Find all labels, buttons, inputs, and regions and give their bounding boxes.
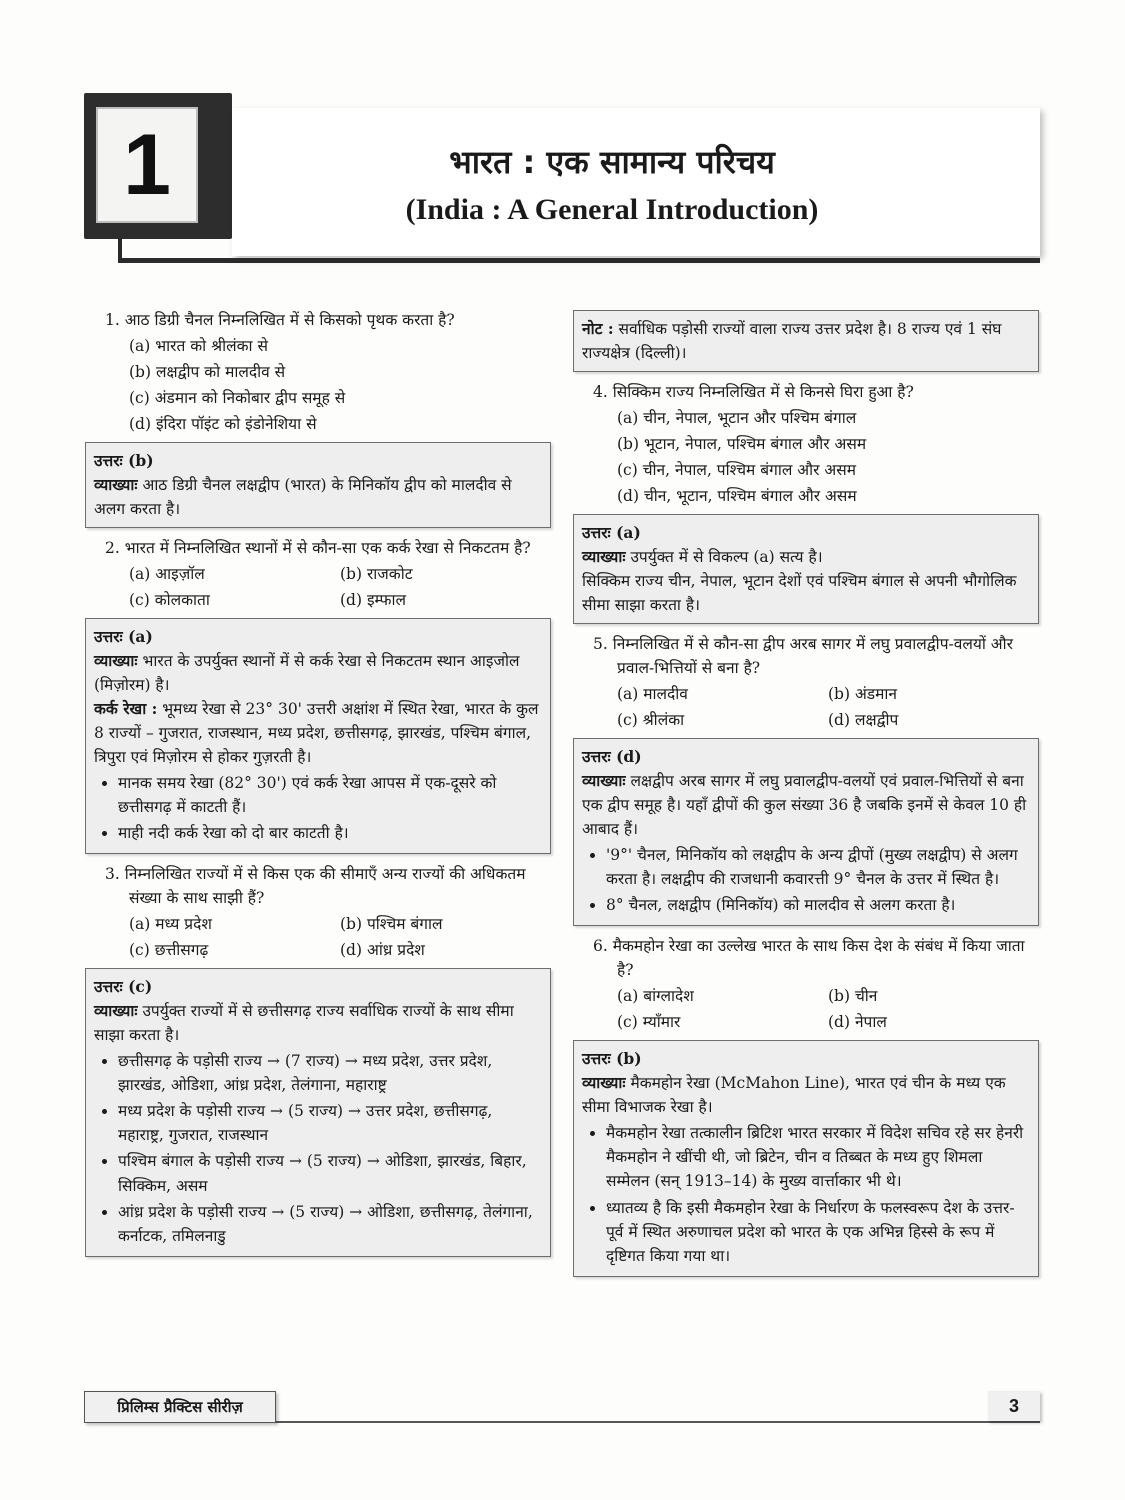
question-text: 1. आठ डिग्री चैनल निम्नलिखित में से किसको पृथक करता है? — [105, 311, 455, 329]
tropic-note — [94, 697, 542, 769]
explanation-text: आठ डिग्री चैनल लक्षद्वीप (भारत) के मिनिकॉय द्वीप को मालदीव से अलग करता है। — [94, 476, 512, 519]
list-item: • माही नदी कर्क रेखा को दो बार काटती है। — [118, 821, 542, 845]
explanation-text: भारत के उपर्युक्त स्थानों में से कर्क रेखा से निकटतम स्थान आइजोल (मिज़ोरम) है। — [94, 652, 520, 695]
explanation-label: व्याख्याः — [94, 651, 138, 671]
title-rule — [118, 258, 1040, 263]
option-b: (b) लक्षद्वीप को मालदीव से — [129, 363, 286, 382]
left-column — [85, 308, 551, 1265]
options-grid — [573, 682, 1039, 732]
options-grid — [573, 984, 1039, 1034]
explanation — [582, 545, 1030, 569]
option-c: (c) छत्तीसगढ़ — [129, 941, 209, 960]
option-c: (c) श्रीलंका — [617, 711, 685, 730]
option-d: (d) चीन, भूटान, पश्चिम बंगाल और असम — [617, 487, 857, 506]
option-b: (b) पश्चिम बंगाल — [340, 915, 443, 934]
tropic-note-text: भूमध्य रेखा से 23° 30' उत्तरी अक्षांश में स्थित रेखा, भारत के कुल 8 राज्यों – गुजरात, राजस्थान, मध्य प्रदेश, छत्तीसगढ़, झारखंड, पश्चिम बंगाल, त्रिपुरा एवं मिज़ोरम से होकर गुज़रती है। — [94, 700, 539, 767]
option-c: (c) चीन, नेपाल, पश्चिम बंगाल और असम — [617, 461, 856, 480]
list-item: • 8° चैनल, लक्षद्वीप (मिनिकॉय) को मालदीव से अलग करता है। — [606, 893, 1030, 917]
question-4 — [573, 380, 1039, 508]
explanation — [94, 999, 542, 1047]
note-label: नोट : — [582, 319, 614, 338]
answer-box-6 — [573, 1040, 1039, 1276]
options-grid — [85, 912, 551, 962]
option-a: (a) बांग्लादेश — [617, 987, 694, 1006]
option-a: (a) चीन, नेपाल, भूटान और पश्चिम बंगाल — [617, 409, 857, 428]
list-item: • मानक समय रेखा (82° 30') एवं कर्क रेखा आपस में एक-दूसरे को छत्तीसगढ़ में काटती हैं। — [118, 771, 542, 819]
answer-label: उत्तरः (d) — [582, 747, 642, 767]
tropic-note-label: कर्क रेखा : — [94, 699, 158, 719]
answer-label: उत्तरः (b) — [94, 451, 154, 471]
question-3 — [85, 862, 551, 962]
option-b: (b) चीन — [828, 987, 878, 1006]
question-text: 6. मैकमहोन रेखा का उल्लेख भारत के साथ किस देश के संबंध में किया जाता है? — [593, 937, 1025, 980]
option-b: (b) भूटान, नेपाल, पश्चिम बंगाल और असम — [617, 435, 867, 454]
option-d: (d) आंध्र प्रदेश — [340, 941, 425, 960]
option-a: (a) आइज़ॉल — [129, 565, 205, 584]
option-d: (d) नेपाल — [828, 1013, 887, 1032]
explanation-label: व्याख्याः — [94, 475, 138, 495]
list-item: • आंध्र प्रदेश के पड़ोसी राज्य → (5 राज्य) → ओडिशा, छत्तीसगढ़, तेलंगाना, कर्नाटक, तमिलनाडु — [118, 1200, 542, 1248]
option-a: (a) भारत को श्रीलंका से — [129, 337, 268, 356]
question-text: 3. निम्नलिखित राज्यों में से किस एक की सीमाएँ अन्य राज्यों की अधिकतम संख्या के साथ साझी हैं? — [105, 865, 526, 908]
question-1 — [85, 308, 551, 436]
explanation-label: व्याख्याः — [582, 771, 626, 791]
series-name: प्रिलिम्स प्रैक्टिस सीरीज़ — [84, 1391, 276, 1423]
explanation-extra: सिक्किम राज्य चीन, नेपाल, भूटान देशों एवं पश्चिम बंगाल से अपनी भौगोलिक सीमा साझा करता है। — [582, 572, 1017, 615]
explanation — [94, 473, 542, 521]
option-d: (d) लक्षद्वीप — [828, 711, 899, 730]
list-item: • मैकमहोन रेखा तत्कालीन ब्रिटिश भारत सरकार में विदेश सचिव रहे सर हेनरी मैकमहोन ने खींची थी, जो ब्रिटेन, चीन व तिब्बत के मध्य हुए शिमला सम्मेलन (सन् 1913–14) के मुख्य वार्त्ताकार भी थे। — [606, 1121, 1030, 1193]
option-b: (b) राजकोट — [340, 565, 413, 584]
option-a: (a) मालदीव — [617, 685, 688, 704]
question-2 — [85, 536, 551, 612]
bullet-list — [582, 1121, 1030, 1267]
explanation-label: व्याख्याः — [582, 547, 626, 567]
option-c: (c) म्याँमार — [617, 1013, 681, 1032]
question-5 — [573, 632, 1039, 732]
bullet-list — [582, 843, 1030, 917]
explanation-text: मैकमहोन रेखा (McMahon Line), भारत एवं चीन के मध्य एक सीमा विभाजक रेखा है। — [582, 1074, 1006, 1117]
answer-label: उत्तरः (b) — [582, 1049, 642, 1069]
list-item: • '9°' चैनल, मिनिकॉय को लक्षद्वीप के अन्य द्वीपों (मुख्य लक्षद्वीप) से अलग करता है। लक्षद्वीप की राजधानी कवारत्ती 9° चैनल के उत्तर में स्थित है। — [606, 843, 1030, 891]
right-column — [573, 308, 1039, 1285]
answer-label: उत्तरः (c) — [94, 977, 153, 997]
page-number: 3 — [988, 1391, 1040, 1421]
option-d: (d) इंदिरा पॉइंट को इंडोनेशिया से — [129, 415, 317, 434]
question-text: 5. निम्नलिखित में से कौन-सा द्वीप अरब सागर में लघु प्रवालद्वीप-वलयों और प्रवाल-भित्तियों से बना है? — [593, 635, 1013, 678]
note — [582, 317, 1030, 365]
explanation — [94, 649, 542, 697]
bullet-list — [94, 771, 542, 845]
answer-box-4 — [573, 514, 1039, 624]
list-item: • छत्तीसगढ़ के पड़ोसी राज्य → (7 राज्य) → मध्य प्रदेश, उत्तर प्रदेश, झारखंड, ओडिशा, आंध्र प्रदेश, तेलंगाना, महाराष्ट्र — [118, 1049, 542, 1097]
explanation-text: लक्षद्वीप अरब सागर में लघु प्रवालद्वीप-वलयों एवं प्रवाल-भित्तियों से बना एक द्वीप समूह है। यहाँ द्वीपों की कुल संख्या 36 है जबकि इनमें से केवल 10 ही आबाद हैं। — [582, 772, 1027, 839]
question-text: 4. सिक्किम राज्य निम्नलिखित में से किनसे घिरा हुआ है? — [593, 383, 914, 402]
list-item: • मध्य प्रदेश के पड़ोसी राज्य → (5 राज्य) → उत्तर प्रदेश, छत्तीसगढ़, महाराष्ट्र, गुजरात, राजस्थान — [118, 1099, 542, 1147]
chapter-number-box — [84, 93, 232, 239]
answer-box-1 — [85, 442, 551, 528]
answer-box-3 — [85, 968, 551, 1256]
answer-label: उत्तरः (a) — [94, 627, 153, 647]
explanation — [582, 1071, 1030, 1119]
option-a: (a) मध्य प्रदेश — [129, 915, 212, 934]
option-c: (c) अंडमान को निकोबार द्वीप समूह से — [129, 389, 346, 408]
list-item: • ध्यातव्य है कि इसी मैकमहोन रेखा के निर्धारण के फलस्वरूप देश के उत्तर-पूर्व में स्थित अरुणाचल प्रदेश को भारत के एक अभिन्न हिस्से के रूप में दृष्टिगत किया गया था। — [606, 1196, 1030, 1268]
options-grid — [85, 562, 551, 612]
note-box — [573, 310, 1039, 372]
explanation-text: उपर्युक्त राज्यों में से छत्तीसगढ़ राज्य सर्वाधिक राज्यों के साथ सीमा साझा करता है। — [94, 1002, 514, 1045]
bullet-list — [94, 1049, 542, 1247]
chapter-title-english: (India : A General Introduction) — [405, 193, 819, 226]
explanation-text: उपर्युक्त में से विकल्प (a) सत्य है। — [625, 548, 823, 567]
explanation — [582, 769, 1030, 841]
note-text: सर्वाधिक पड़ोसी राज्यों वाला राज्य उत्तर प्रदेश है। 8 राज्य एवं 1 संघ राज्यक्षेत्र (दिल्ली)। — [582, 320, 1002, 363]
list-item: • पश्चिम बंगाल के पड़ोसी राज्य → (5 राज्य) → ओडिशा, झारखंड, बिहार, सिक्किम, असम — [118, 1149, 542, 1197]
option-b: (b) अंडमान — [828, 685, 897, 704]
question-text: 2. भारत में निम्नलिखित स्थानों में से कौन-सा एक कर्क रेखा से निकटतम है? — [105, 539, 531, 558]
answer-box-5 — [573, 738, 1039, 926]
question-6 — [573, 934, 1039, 1034]
explanation-label: व्याख्याः — [582, 1073, 626, 1093]
explanation-label: व्याख्याः — [94, 1001, 138, 1021]
answer-label: उत्तरः (a) — [582, 523, 641, 543]
option-c: (c) कोलकाता — [129, 591, 210, 610]
chapter-title-hindi: भारत : एक सामान्य परिचय — [449, 143, 775, 181]
option-d: (d) इम्फाल — [340, 591, 406, 610]
answer-box-2 — [85, 618, 551, 854]
chapter-number: 1 — [96, 107, 198, 223]
